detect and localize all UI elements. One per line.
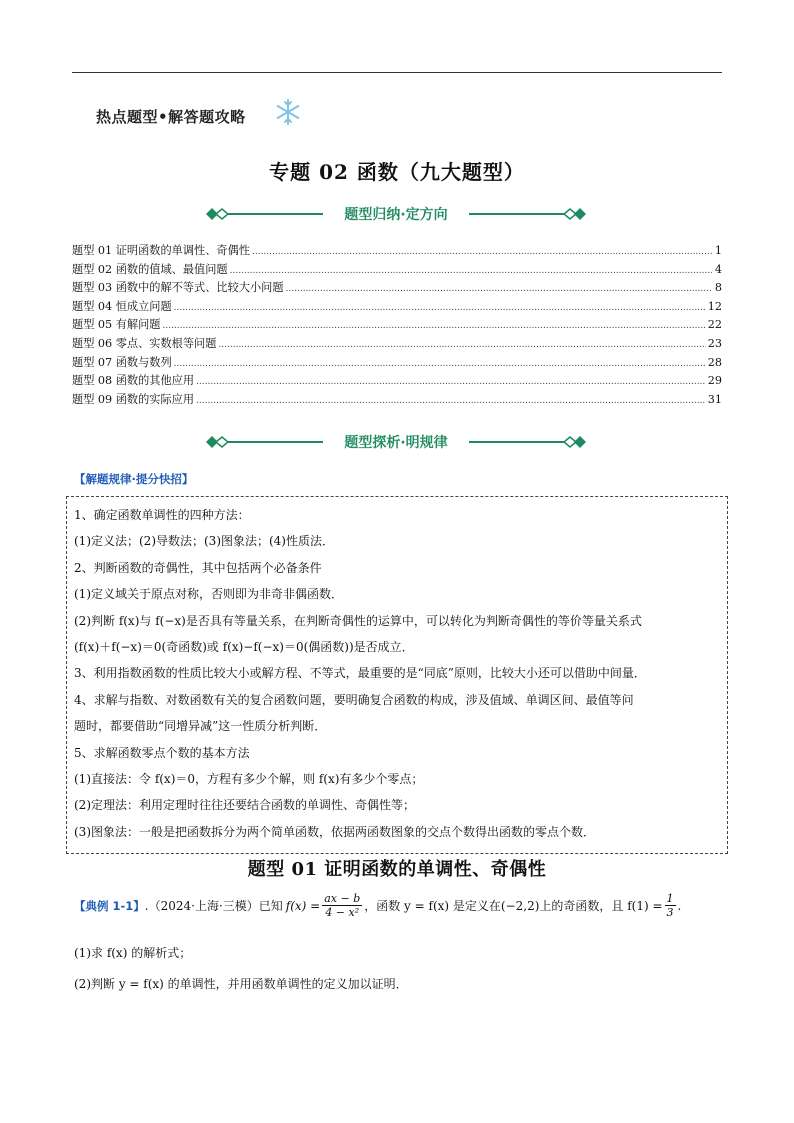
toc-item[interactable]: 题型 05 有解问题 ..... 22 xyxy=(72,316,722,335)
question-2: (2)判断 y = f(x) 的单调性，并用函数单调性的定义加以证明． xyxy=(74,977,408,991)
brand-label: 热点题型•解答题攻略 xyxy=(96,108,246,126)
toc-item[interactable]: 题型 07 函数与数列 ..... 28 xyxy=(72,354,722,373)
snowflake-icon xyxy=(274,98,302,126)
page-title: 专题 02 函数（九大题型） xyxy=(269,160,525,184)
toc-item[interactable]: 题型 06 零点、实数根等问题 ..... 23 xyxy=(72,335,722,354)
toc-page: 22 xyxy=(707,318,722,332)
tip-line: (1)定义域关于原点对称，否则即为非奇非偶函数． xyxy=(74,587,343,602)
tip-line: (1)直接法：令 f(x)＝0，方程有多少个解，则 f(x)有多少个零点； xyxy=(74,772,424,787)
tip-line: (f(x)＋f(−x)＝0(奇函数)或 f(x)−f(−x)＝0(偶函数))是否成立． xyxy=(74,640,414,655)
explore-banner-label: 题型探析·明规律 xyxy=(344,435,448,451)
toc-page: 28 xyxy=(707,355,722,369)
tips-content xyxy=(74,502,724,845)
tip-line: (2)判断 f(x)与 f(−x)是否具有等量关系，在判断奇偶性的运算中，可以转化为判断奇偶性的等价等量关系式 xyxy=(74,613,642,628)
toc-item[interactable]: 题型 03 函数中的解不等式、比较大小问题 ..... 8 xyxy=(72,279,722,298)
toc-item[interactable]: 题型 01 证明函数的单调性、奇偶性 ..... 1 xyxy=(72,242,722,261)
toc-item[interactable]: 题型 08 函数的其他应用 ..... 29 xyxy=(72,372,722,391)
toc-banner-label: 题型归纳·定方向 xyxy=(344,207,448,223)
example-statement: 【典例 1-1】 .（2024·上海·三模）已知 f(x) = $\frac{ax - b}{\text{4 − x²}}$ ，函数 y = f(x) 是定义在(−2,2)上的奇函数，且 f(1) = $\frac{1}{3}$ . xyxy=(74,892,682,919)
tips-heading: 【解题规律·提分快招】 xyxy=(74,472,194,486)
example-tag: 【典例 1-1】 xyxy=(74,898,145,913)
question-1: (1)求 f(x) 的解析式； xyxy=(74,946,192,960)
tip-line: 4、求解与指数、对数函数有关的复合函数问题，要明确复合函数的构成，涉及值域、单调区间、最值等问 xyxy=(74,692,634,707)
toc-page: 23 xyxy=(707,336,722,350)
tip-line: 1、确定函数单调性的四种方法： xyxy=(74,508,250,522)
toc-item[interactable]: 题型 04 恒成立问题 ..... 12 xyxy=(72,298,722,317)
explore-banner xyxy=(205,431,587,453)
table-of-contents xyxy=(72,242,722,409)
tip-line: 2、判断函数的奇偶性，其中包括两个必备条件 xyxy=(74,560,322,575)
tip-line: (3)图象法：一般是把函数拆分为两个简单函数，依据两函数图象的交点个数得出函数的零点个数． xyxy=(74,824,596,839)
tip-line: (1)定义法；(2)导数法；(3)图象法；(4)性质法． xyxy=(74,534,334,549)
toc-item[interactable]: 题型 09 函数的实际应用 ..... 31 xyxy=(72,391,722,410)
toc-page: 4 xyxy=(714,262,722,276)
tip-line: (2)定理法：利用定理时往往还要结合函数的单调性、奇偶性等； xyxy=(74,798,416,813)
toc-page: 12 xyxy=(707,299,722,313)
fraction: $\frac{ax - b}{\text{4 − x²}}$ xyxy=(324,892,361,919)
toc-page: 31 xyxy=(707,392,722,406)
tip-line: 5、求解函数零点个数的基本方法 xyxy=(74,745,250,760)
tip-line: 3、利用指数函数的性质比较大小或解方程、不等式，最重要的是“同底”原则，比较大小还可以借助中间量． xyxy=(74,666,646,681)
toc-item[interactable]: 题型 02 函数的值域、最值问题 ..... 4 xyxy=(72,261,722,280)
toc-banner xyxy=(205,203,587,225)
header-rule xyxy=(72,72,722,73)
toc-page: 1 xyxy=(714,244,722,257)
toc-page: 29 xyxy=(707,374,722,388)
toc-page: 8 xyxy=(714,281,722,295)
tip-line: 题时，都要借助“同增异减”这一性质分析判断． xyxy=(74,719,327,734)
section-title: 题型 01 证明函数的单调性、奇偶性 xyxy=(247,859,547,880)
fraction: $\frac{1}{3}$ xyxy=(666,892,674,919)
